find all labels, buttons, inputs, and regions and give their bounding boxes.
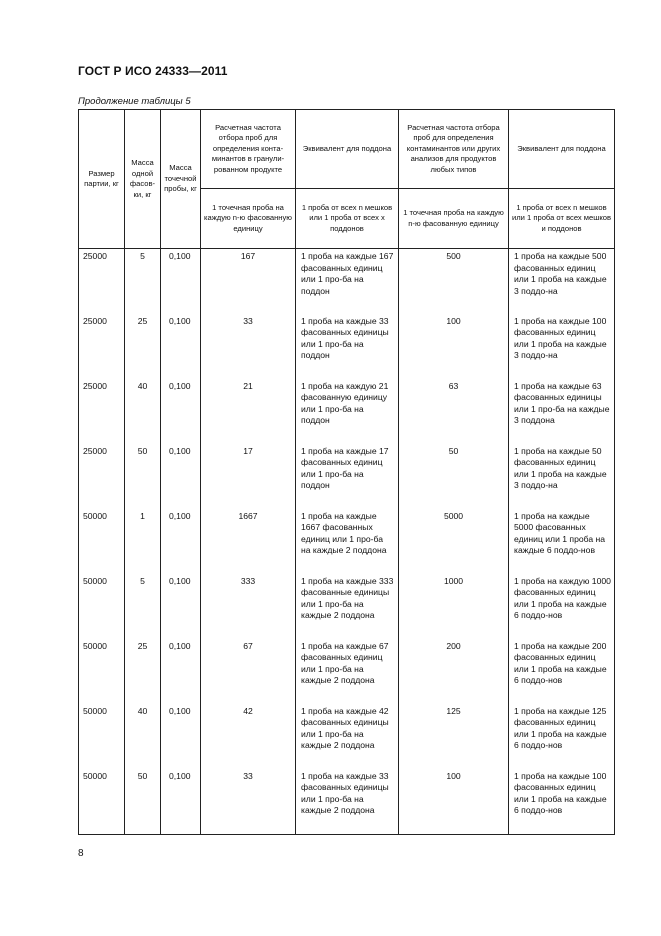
cell-freq-all: 5000 (399, 509, 509, 574)
document-title: ГОСТ Р ИСО 24333—2011 (78, 64, 228, 78)
header-freq-all: Расчетная частота отбора проб для определения контаминантов или других анализов для продуктов любых типов (399, 110, 509, 189)
cell-freq-all: 200 (399, 639, 509, 704)
cell-unit-mass: 5 (125, 574, 161, 639)
cell-freq-granular: 67 (201, 639, 296, 704)
cell-lot-size: 50000 (79, 574, 125, 639)
cell-freq-granular: 333 (201, 574, 296, 639)
cell-equiv-all: 1 проба на каждые 63 фасованных единицы или 1 про-ба на каждые 3 поддона (509, 379, 615, 444)
sampling-table (78, 109, 615, 835)
cell-freq-granular: 17 (201, 444, 296, 509)
cell-equiv-granular: 1 проба на каждые 67 фасованных единиц или 1 про-ба на каждые 2 поддона (296, 639, 399, 704)
cell-freq-granular: 33 (201, 769, 296, 835)
table-caption: Продолжение таблицы 5 (78, 96, 191, 107)
cell-equiv-all: 1 проба на каждые 500 фасованных единиц или 1 проба на каждые 3 поддо-на (509, 249, 615, 314)
cell-unit-mass: 25 (125, 314, 161, 379)
cell-lot-size: 25000 (79, 444, 125, 509)
cell-sample-mass: 0,100 (161, 769, 201, 835)
cell-freq-granular: 1667 (201, 509, 296, 574)
cell-equiv-all: 1 проба на каждые 100 фасованных единиц или 1 проба на каждые 6 поддо-нов (509, 769, 615, 835)
cell-equiv-all: 1 проба на каждые 100 фасованных единиц или 1 проба на каждые 3 поддо-на (509, 314, 615, 379)
header-equiv-all: Эквивалент для поддона (509, 110, 615, 189)
header-lot-size: Размер партии, кг (79, 110, 125, 249)
cell-sample-mass: 0,100 (161, 314, 201, 379)
cell-sample-mass: 0,100 (161, 509, 201, 574)
table-row (79, 769, 615, 835)
cell-sample-mass: 0,100 (161, 574, 201, 639)
cell-freq-all: 100 (399, 314, 509, 379)
table-row (79, 314, 615, 379)
subheader-freq-granular: 1 точечная проба на каждую n-ю фасованную единицу (201, 189, 296, 249)
page-number: 8 (78, 848, 84, 859)
cell-equiv-granular: 1 проба на каждую 21 фасованную единицу или 1 про-ба на поддон (296, 379, 399, 444)
cell-sample-mass: 0,100 (161, 639, 201, 704)
cell-sample-mass: 0,100 (161, 444, 201, 509)
cell-lot-size: 25000 (79, 314, 125, 379)
cell-unit-mass: 25 (125, 639, 161, 704)
cell-unit-mass: 50 (125, 769, 161, 835)
cell-equiv-granular: 1 проба на каждые 17 фасованных единиц или 1 про-ба на поддон (296, 444, 399, 509)
cell-freq-all: 500 (399, 249, 509, 314)
cell-unit-mass: 50 (125, 444, 161, 509)
cell-unit-mass: 40 (125, 379, 161, 444)
cell-equiv-granular: 1 проба на каждые 167 фасованных единиц или 1 про-ба на поддон (296, 249, 399, 314)
cell-lot-size: 25000 (79, 379, 125, 444)
cell-lot-size: 25000 (79, 249, 125, 314)
subheader-equiv-all: 1 проба от всех n мешков или 1 проба от всех мешков и поддонов (509, 189, 615, 249)
header-sample-mass: Масса точечной пробы, кг (161, 110, 201, 249)
cell-freq-all: 1000 (399, 574, 509, 639)
table-row (79, 379, 615, 444)
cell-unit-mass: 1 (125, 509, 161, 574)
cell-sample-mass: 0,100 (161, 379, 201, 444)
header-equiv-granular: Эквивалент для поддона (296, 110, 399, 189)
table-row (79, 509, 615, 574)
cell-freq-all: 50 (399, 444, 509, 509)
header-freq-granular: Расчетная частота отбора проб для определения конта-минантов в гранули-рованном продукте (201, 110, 296, 189)
table-row (79, 249, 615, 314)
cell-freq-all: 63 (399, 379, 509, 444)
cell-equiv-granular: 1 проба на каждые 1667 фасованных единиц или 1 про-ба на каждые 2 поддона (296, 509, 399, 574)
table-row (79, 639, 615, 704)
cell-equiv-all: 1 проба на каждые 50 фасованных единиц или 1 проба на каждые 3 поддо-на (509, 444, 615, 509)
cell-sample-mass: 0,100 (161, 249, 201, 314)
cell-equiv-granular: 1 проба на каждые 42 фасованных единицы или 1 про-ба на каждые 2 поддона (296, 704, 399, 769)
cell-equiv-granular: 1 проба на каждые 33 фасованных единицы или 1 про-ба на поддон (296, 314, 399, 379)
cell-equiv-all: 1 проба на каждые 125 фасованных единиц или 1 проба на каждые 6 поддо-нов (509, 704, 615, 769)
cell-equiv-all: 1 проба на каждую 1000 фасованных единиц или 1 проба на каждые 6 поддо-нов (509, 574, 615, 639)
cell-equiv-all: 1 проба на каждые 5000 фасованных единиц или 1 проба на каждые 6 поддо-нов (509, 509, 615, 574)
cell-lot-size: 50000 (79, 769, 125, 835)
table-row (79, 574, 615, 639)
cell-equiv-granular: 1 проба на каждые 33 фасованных единицы или 1 про-ба на каждые 2 поддона (296, 769, 399, 835)
subheader-equiv-granular: 1 проба от всех n мешков или 1 проба от всех x поддонов (296, 189, 399, 249)
cell-freq-granular: 33 (201, 314, 296, 379)
cell-equiv-all: 1 проба на каждые 200 фасованных единиц или 1 проба на каждые 6 поддо-нов (509, 639, 615, 704)
cell-lot-size: 50000 (79, 639, 125, 704)
cell-unit-mass: 40 (125, 704, 161, 769)
cell-unit-mass: 5 (125, 249, 161, 314)
subheader-freq-all: 1 точечная проба на каждую n-ю фасованную единицу (399, 189, 509, 249)
cell-freq-granular: 21 (201, 379, 296, 444)
cell-freq-all: 100 (399, 769, 509, 835)
cell-freq-granular: 167 (201, 249, 296, 314)
cell-freq-all: 125 (399, 704, 509, 769)
cell-sample-mass: 0,100 (161, 704, 201, 769)
header-unit-mass: Масса одной фасов-ки, кг (125, 110, 161, 249)
cell-lot-size: 50000 (79, 704, 125, 769)
cell-equiv-granular: 1 проба на каждые 333 фасованные единицы или 1 про-ба на каждые 2 поддона (296, 574, 399, 639)
table-row (79, 444, 615, 509)
cell-freq-granular: 42 (201, 704, 296, 769)
cell-lot-size: 50000 (79, 509, 125, 574)
table-row (79, 704, 615, 769)
